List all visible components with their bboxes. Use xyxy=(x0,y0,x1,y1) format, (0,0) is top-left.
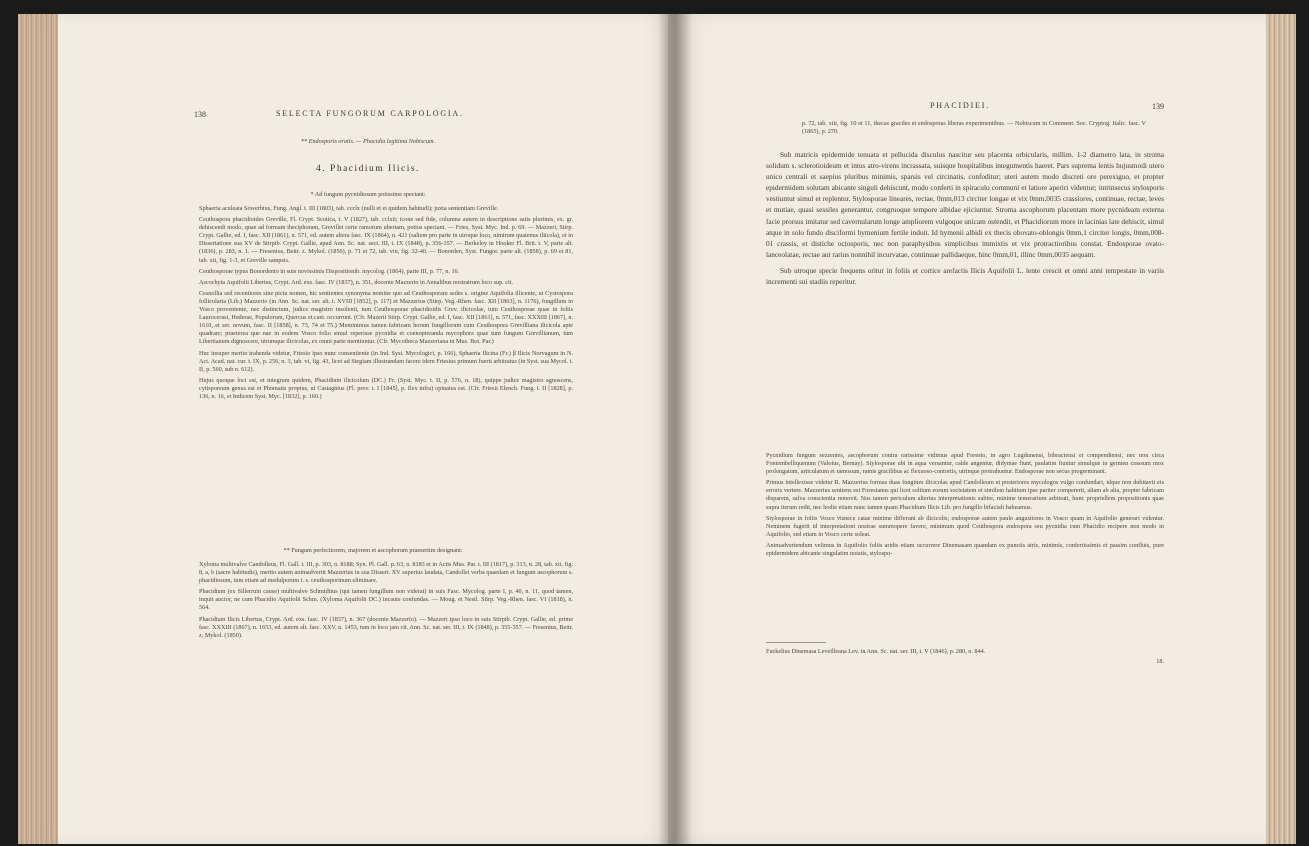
second-note: ** Fungum perfectiorem, majorem et ascophorum praesertim designant: xyxy=(283,547,463,554)
left-body-block-1 xyxy=(199,205,573,537)
left-paragraph: Sphaeria aculeata Sowerbius, Fung. Angl. t. III (1803), tab. ccclx (nulli et ei quidem habitudi); juxta sententiam Greville. xyxy=(199,205,499,212)
left-paragraph: Hujus quoque loci est, et integrum quidem, Phacidium ilicicolum (DC.) Fr. (Syst. Myc. t. II, p. 576, n. 18), quippe judice magistro agnoscens, cytisporeum genus est et Phomatis propius, ut Castagnius (Fl. prov. t. I [1845], p. Ilex infra) opinatus est. (Cfr. Friesii Elench. Fung. t. II [1828], p. 136, n. 16, et Indicem Syst. Myc. [1832], p. 160.) xyxy=(199,376,573,400)
footnote-rule xyxy=(766,642,826,643)
left-paragraph: Cesnollia sed recentiores sine pictu nomen, hic sentientes synonyma nomine quo ad Ceuthosporam sedes s. origine Aquifolia illicente, ut Cystospora follicularia (Lib.) Mazzerio (in Ann. Sc. nat. ser. alt. t. XVIII [1852], p. 117) et Mazzerius (Stirp. Veg.-Rhen. fasc. XII [1863], n. 1176), fungillum in Vosco proveniente, nec distinctum, judice magistro insolenti, tum Ceuthosporae phacidioidis Grev. ilicicolae, tum Ceuthosporae quae in foliis Laurocerasi, Hederae, Populorum, Quercus et caet. occurrunt. (Cfr. Mazerii Stirp. Crypt. Gallie, ed. I, fasc. XII [1861], n. 571, fasc. XXXIII [1867], n. 1610, et ser. novum, fasc. II [1858], n. 73, 74 et 75.) Meminimus tamen fabricam horum fungillorum cum Ceuthospora Grevilliana ilicicola apte quadrare; praeterea que nae in eodem Vosco folio simul reperisse pycnidia et coenopteranda mycophora quae tum fungum Grevillianum, tum Libertianum dignoscere, utrumque ilicicolas, ex omni parte mentiuntur. (Cfr. Mycotheca Mazzeriana in Mus. Bot. Par.) xyxy=(199,289,573,346)
right-small-text xyxy=(766,452,1164,636)
left-paragraph: Ceuthosporae typus Bonordenio in suis novissimis Dispositionib. mycolog. (1864), parte III, p. 77, n. 16. xyxy=(199,267,460,275)
section-title: 4. Phacidium Ilicis. xyxy=(316,164,420,174)
left-running-head: SELECTA FUNGORUM CARPOLOGIA. xyxy=(276,109,464,118)
right-paragraph: Sub matricis epidermide tenuata et pellucida disculus nascitur seu placenta orbicularis, millim. 1-2 diametro lata, in stroma solidum s. sclerotioideum et intus atro-virens incrassata, suisque hospitalibus integumentis haeret. Pars suprema lentis hujusmodi utero unico centrali et saepius pluribus minimis, sparsis vel circinatis, confoditur; uteri autem modo discreti ore perexiguo, et propter epidermidem solutam abicante singuli dehiscunt, modo conferti in spiraculo communi et latiore aperiri videntur; intrinsecus stylosporis vestiuntur simul et replentur. Stylosporae lineares, rectae, 0mm,013 circiter longae et vix 0mm,0035 crassiores, continuae, rectae, leves et mutiae, quasi sessiles generantur, congruoque tempore albidae ejiciuntur. Stroma ascophorum placentam more pycnideam externa facie prorsus imitatur sed cavernularum longe ampliorem vulgoque unicam ostendit, et Phacidiorum more in lacinias late dehiscit, simul atque in solo fundo disciformi hymenium fertile induit. Id hymenii albidi ex thecis obovato-oblongis 0mm,1 circiter longis, 0mm,008-01 crassis, et distiche octosporis, nec non paraphysibus simplicibus immixtis et vix protractioribus constat. Endosporae ovato-lanceolatae, rectae aut rarius nonnihil incurvatae, continuae pallidaeque, hinc 0mm,01, illinc 0mm,0035 aequant. xyxy=(766,150,1164,259)
right-small-paragraph: Animadvertendum velimus in Aquifolio foliis aridis etiam occurrere Dinemasam quandam ex punctis atris, minimis, confertissimis et passim confluis, pure epidermidem abicante singulatim notatis, stylospo- xyxy=(766,541,1164,558)
left-paragraph: Ascochyta Aquifolii Libertus, Crypt. Ard. exs. fasc. IV (1837), n. 351, docente Mazzerio in Annalibus nostratrum loco sup. cit. xyxy=(199,278,514,286)
right-page xyxy=(668,14,1296,844)
left-paragraph: Huc insuper merito trahenda videtur, Friesio ipso nunc consentiente (in Ind. Syst. Mycologici, p. 166), Sphaeria Ilicina (Fr.) β Ilicis Norvagum in N. Act. Acad. nat. cur. t. IX, p. 256, n. 3, tab. vi, fig. 43, licet ad Stegiam illustrandam facere idem Friesius primum fuerit arbitratus (in Syst. sua Mycol. t. II, p. 560, sub n. 612). xyxy=(199,349,573,373)
left-paragraph: Phacidium Ilicis Libertus, Crypt. Ard. exs. fasc. IV (1837), n. 367 (docente Mazzerio). — Mazzeri ipso loco in suis Stirpib. Crypt. Gallie, ed. prime fasc. XXXIII (1867), n. 1653, ed. autem alt. fasc. XXV, n. 1453, tum in loco jam cit. Ann. Sc. nat. ser. III, t. IX (1848), p. 355-357. — Fresenius, Beitr. z. Mykol. (1850). xyxy=(199,615,573,639)
book-spread xyxy=(18,14,1296,844)
left-body-block-2 xyxy=(199,561,573,665)
right-paragraph: Sub utroque specie frequens oritur in foliis et cortice arefactis Ilicis Aquifolii L. lente crescit et omni anni tempestate in variis incrementi sui stadiis reperitur. xyxy=(766,265,1164,287)
footnote-block xyxy=(766,638,1164,666)
left-page xyxy=(18,14,678,844)
left-paragraph: Ceuthospora phacidioides Greville, Fl. Crypt. Scotica, t. V (1827), tab. cclxii; icone sed fide, columna autem in descriptione satis plurimis, ex. gr. dehiscendi modo, quae ad formam theciphoram, Grevillei certe ramorum ubertam, potius spectant. — Fries, Syst. Myc. Ind. p. 69. — Mazzeri, Stirp. Crypt. Gallie, ed. I, fasc. XII (1861), n. 571, ed. autem altera fasc. IX (1864), n. 421 (saltem pro parte in utroque loco, nimirum quatenus iliicola), et in Dissertatione sua XV de Stirpib. Crypt. Gallie, apud Ann. Sc. nat. sect. III, t. IX (1848), p. 356-357. — Berkeley in Hooker Fl. Brit. t. V, parte alt. (1836), p. 283, n. 1. — Fresenius, Beitr. z. Mykol. (1850), p. 71 et 72, tab. vin, fig. 32-40. — Bonorden, Syst. Fungor. parte alt. (1858), p. 69 et 81, tab. xii, fig. 1-3, et Greville sampsis. xyxy=(199,216,573,264)
right-running-head: PHACIDIEI. xyxy=(930,101,990,110)
intro-note: * Ad fungum pycnidiosum potissime spectant: xyxy=(310,191,426,198)
footnote: Fuckelius Dinemasa Leveilleana Lev. in Ann. Sc. nat. ser. III, t. V (1846), p. 280, n. 844. xyxy=(766,648,986,655)
right-page-edge xyxy=(1266,14,1296,844)
top-note: ** Endosporis oratis. — Phacidia legitima Nobiscum. xyxy=(300,138,436,145)
right-small-paragraph: Pycnidium fungum sezzentes, ascophorum contra rarissime vidimus apud Foresto, in agro Lugdunensi, bibractensi et compendiensi, nec non circa Fontembelliquenum (Valoius, Bernay). Stylosporae ubi in aqua versantur, calde angentur, didymae fiunt, paulatim fiuntur simulque in germen crassum mox prolongatum, articulatum et ramosum, ramis gracilibus ac flexuoso-contortis, utrinque protrahuntur. Endosporae non secus progerminant. xyxy=(766,452,1164,476)
left-paragraph: Phacidium (ex Sillerruin cause) multivalve Schmidtius (qui tamen fungillum non viderat) in suis Fasc. Mycolog. parte I, p. 40, n. 11, quod tamen, inquit auctor, ne cum Phacidio Aquifolii Schm. (Xyloma Aquifolii DC.) incaute confundas. — Moug. et Nestl. Stirp. Veg.-Rhen. fasc. VI (1818), n. 564. xyxy=(199,588,573,612)
right-small-paragraph: Primus intellexisse videtur R. Mazzerius formas duas fungines ilicicolas apud Candolleum et posteriores mycologos vulgo confundari, idque non dubitavit eis erroris vertere. Mazzerius sentiens est Foresianus qui licet soltium eorum societatem et similem habitum ipse pariter compererit, aliam ab alia, propter fabricam disparem, salva conscientia removit. Nos tamen periculum alterius interpretationis subire, minime temerarium arbitrati, hunc propriellem propositionis quae supra iterum redit, nec hodie etiam nunc tamen quam Phacidium Ilicis Lib. pro fungillo bifaciali habeamus. xyxy=(766,479,1164,511)
left-page-number: 138 xyxy=(194,110,206,119)
book-gutter xyxy=(658,14,692,844)
left-page-edge xyxy=(18,14,58,844)
right-main-text xyxy=(766,149,1164,292)
signature-mark: 18. xyxy=(1156,658,1164,666)
left-paragraph: Xyloma multivalve Candolleus, Fl. Gall. t. III, p. 303, n. 8188; Syn. Pl. Gall. p. 63, n. 8183 et in Actis Mus. Par. t. III (1817), p. 313, n. 28, tab. xii, fig. 8, a, b (sacre habitudis), merito autem animadvertit Mazzerius in sua Dissert. XV superius laudata, Candollei verba quaedam et fungum ascophorum s. phacidiosum, tum etiam ad medulporum t. s. ceuthosporinum eliminare. xyxy=(199,561,573,585)
right-page-number: 139 xyxy=(1152,102,1164,111)
top-continuation: p. 72, tab. xiii, fig. 10 et 11, thecas graciles et endosporas liberas experimentibus. — Nobiscum in Comment. Soc. Cryptog. Italic. fasc. V (1865), p. 270. xyxy=(802,120,1146,136)
right-small-paragraph: Stylosporae in foliis Vosco visnece catae minime differunt ab ilicicolis; endosporae autem paulo angustiores in Vosco quam in Aquifolio generari videntur. Neminem fugerit id interpretationi nostrae summopere favere, minimum quod Ceuthospora endospora seu pycnidia cum Phacidio recipere non modo in Aquifolio, sed etiam in Vosco certe soleat. xyxy=(766,514,1164,538)
